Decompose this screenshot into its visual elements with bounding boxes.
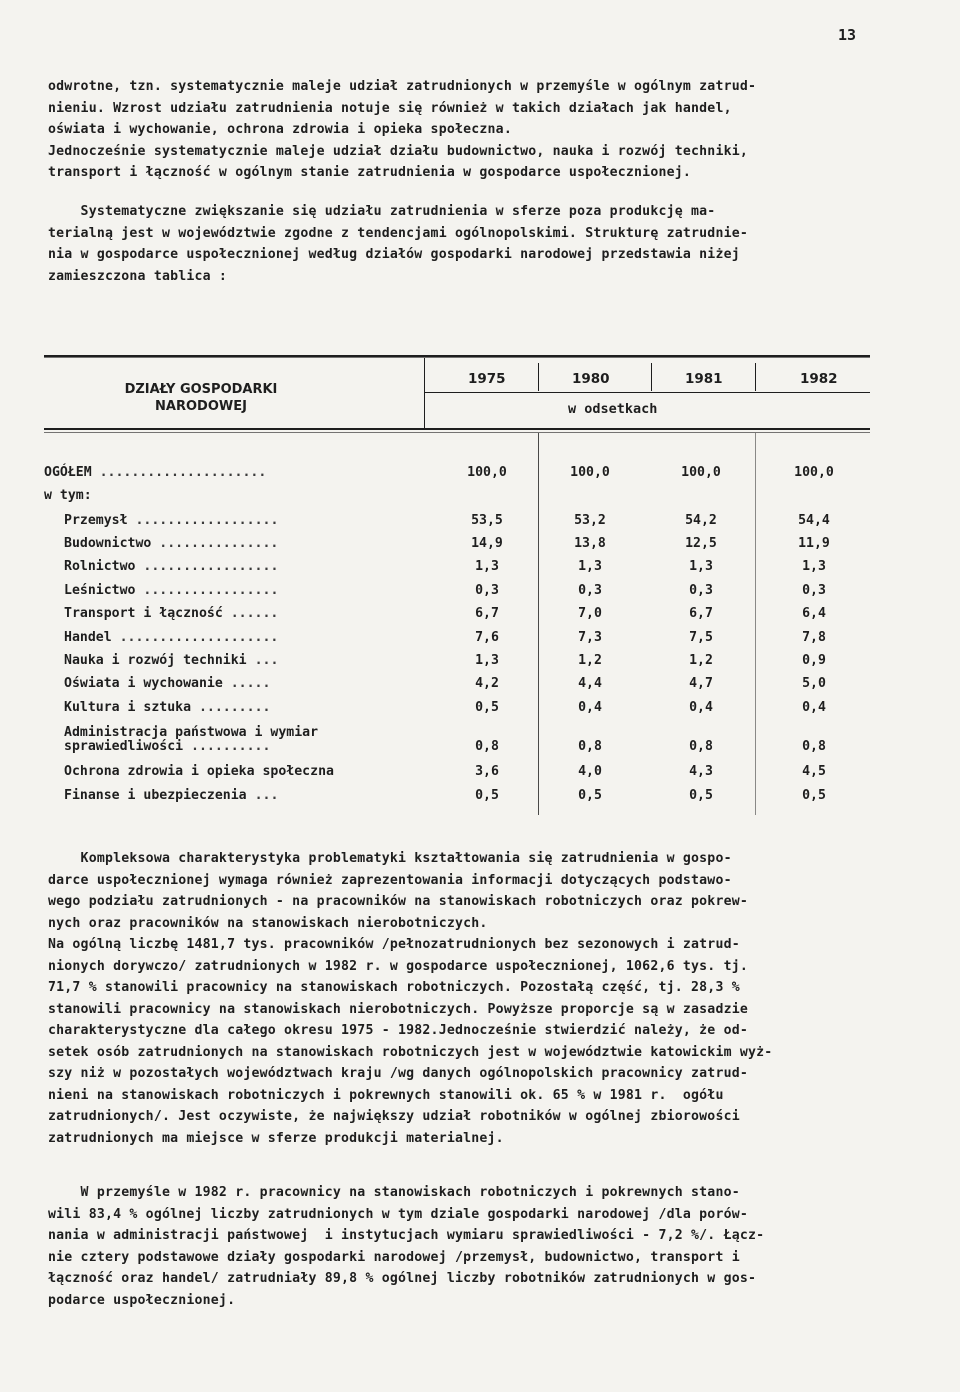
- leader-dots: .....................: [91, 465, 267, 480]
- paragraph-workers-structure: [48, 848, 878, 1149]
- row-value-1982: 0,3: [802, 583, 826, 598]
- text-line: Kompleksowa charakterystyka problematyki kształtowania się zatrudnienia w gospo-: [48, 851, 732, 866]
- table-header-unit: w odsetkach: [568, 401, 658, 417]
- text-line: terialną jest w województwie zgodne z tendencjami ogólnopolskimi. Strukturę zatrudnie-: [48, 225, 749, 241]
- leader-dots: .........: [191, 700, 271, 715]
- paragraph-table-intro: [48, 201, 878, 287]
- text-line: zamieszczona tablica :: [48, 268, 228, 284]
- row-label: Handel ....................: [64, 630, 279, 645]
- row-value-1975: 3,6: [475, 764, 499, 779]
- table-row: [44, 536, 870, 556]
- employment-structure-table: [44, 355, 870, 815]
- row-value-1981: 0,5: [689, 788, 713, 803]
- row-value-1981: 1,2: [689, 653, 713, 668]
- row-label: Finanse i ubezpieczenia ...: [64, 788, 279, 803]
- row-value-1981: 7,5: [689, 630, 713, 645]
- row-value-1980: 0,3: [578, 583, 602, 598]
- row-label: Rolnictwo .................: [64, 559, 279, 574]
- row-value-1975: 0,5: [475, 700, 499, 715]
- table-row: [44, 513, 870, 533]
- row-label: sprawiedliwości ..........: [64, 739, 271, 754]
- text-line: nania w administracji państwowej i instytucjach wymiaru sprawiedliwości - 7,2 %/. Łącz-: [48, 1228, 765, 1243]
- leader-dots: .....: [222, 676, 271, 691]
- table-header-year-1981: 1981: [685, 371, 723, 387]
- table-row: [44, 606, 870, 626]
- row-value-1982: 6,4: [802, 606, 826, 621]
- leader-dots: ..........: [183, 739, 271, 754]
- text-line: Na ogólną liczbę 1481,7 tys. pracowników /pełnozatrudnionych bez sezonowych i zatrud-: [48, 937, 740, 952]
- row-label: Przemysł ..................: [64, 513, 279, 528]
- text-line: nych oraz pracowników na stanowiskach nierobotniczych.: [48, 915, 488, 931]
- row-value-1975: 4,2: [475, 676, 499, 691]
- text-line: nionych dorywczo/ zatrudnionych w 1982 r. w gospodarce uspołecznionej, 1062,6 tys. tj.: [48, 958, 749, 974]
- leader-dots: ...: [246, 653, 279, 668]
- text-line: oświata i wychowanie, ochrona zdrowia i opieka społeczna.: [48, 122, 512, 137]
- row-label: Nauka i rozwój techniki ...: [64, 653, 279, 668]
- table-row: [44, 583, 870, 603]
- table-header-year-1975: 1975: [468, 371, 506, 387]
- row-value-1980: 7,3: [578, 630, 602, 645]
- table-row: [44, 630, 870, 650]
- leader-dots: ...: [246, 788, 279, 803]
- row-value-1982: 4,5: [802, 764, 826, 779]
- page-number: 13: [838, 26, 857, 44]
- row-label: Kultura i sztuka .........: [64, 700, 271, 715]
- text-line: nieniu. Wzrost udziału zatrudnienia notuje się również w takich działach jak handel,: [48, 100, 732, 116]
- leader-dots: ......: [222, 606, 279, 621]
- text-line: transport i łączność w ogólnym stanie zatrudnienia w gospodarce uspołecznionej.: [48, 165, 692, 180]
- row-value-1982: 5,0: [802, 676, 826, 691]
- text-line: zatrudnionych ma miejsce w sferze produkcji materialnej.: [48, 1130, 504, 1146]
- row-value-1982: 7,8: [802, 630, 826, 645]
- table-row: [44, 676, 870, 696]
- text-line: W przemyśle w 1982 r. pracownicy na stanowiskach robotniczych i pokrewnych stano-: [48, 1185, 740, 1200]
- row-value-1981: 54,2: [685, 513, 717, 528]
- row-value-1980: 4,4: [578, 676, 602, 691]
- row-value-1980: 0,4: [578, 700, 602, 715]
- row-value-1975: 100,0: [467, 465, 507, 480]
- row-value-1982: 11,9: [798, 536, 830, 551]
- row-value-1975: 0,5: [475, 788, 499, 803]
- row-value-1982: 0,8: [802, 739, 826, 754]
- text-line: stanowili pracownicy na stanowiskach nierobotniczych. Powyższe proporcje są w zasadzie: [48, 1001, 749, 1017]
- text-line: 71,7 % stanowili pracownicy na stanowiskach robotniczych. Pozostałą część, tj. 28,3 %: [48, 980, 740, 995]
- text-line: nie cztery podstawowe działy gospodarki narodowej /przemysł, budownictwo, transport i: [48, 1249, 740, 1265]
- row-value-1975: 7,6: [475, 630, 499, 645]
- row-value-1975: 6,7: [475, 606, 499, 621]
- text-line: darce uspołecznionej wymaga również zaprezentowania informacji dotyczących podstawo-: [48, 872, 732, 888]
- row-value-1981: 0,3: [689, 583, 713, 598]
- row-value-1980: 7,0: [578, 606, 602, 621]
- table-header-year-1982: 1982: [800, 371, 838, 387]
- table-row: [44, 700, 870, 720]
- text-line: odwrotne, tzn. systematycznie maleje udział zatrudnionych w przemyśle w ogólnym zatrud-: [48, 79, 757, 94]
- leader-dots: ....................: [111, 630, 279, 645]
- row-value-1982: 100,0: [794, 465, 834, 480]
- row-value-1980: 53,2: [574, 513, 606, 528]
- row-value-1975: 1,3: [475, 559, 499, 574]
- table-row: [44, 559, 870, 579]
- row-value-1982: 0,5: [802, 788, 826, 803]
- text-line: wili 83,4 % ogólnej liczby zatrudnionych w tym dziale gospodarki narodowej /dla porów-: [48, 1206, 749, 1222]
- table-header-sectors: DZIAŁY GOSPODARKI NARODOWEJ: [124, 382, 278, 414]
- row-label: Budownictwo ...............: [64, 536, 279, 551]
- row-value-1981: 100,0: [681, 465, 721, 480]
- row-value-1980: 100,0: [570, 465, 610, 480]
- text-line: Systematyczne zwiększanie się udziału zatrudnienia w sferze poza produkcję ma-: [48, 204, 716, 219]
- table-header-year-1980: 1980: [572, 371, 610, 387]
- table-row: [44, 739, 870, 759]
- table-row: [44, 465, 870, 485]
- row-value-1980: 0,8: [578, 739, 602, 754]
- leader-dots: .................: [135, 559, 279, 574]
- row-value-1975: 14,9: [471, 536, 503, 551]
- leader-dots: ...............: [151, 536, 279, 551]
- text-line: wego podziału zatrudnionych - na pracowników na stanowiskach robotniczych oraz pokrew-: [48, 894, 749, 909]
- row-value-1980: 13,8: [574, 536, 606, 551]
- row-label: Ochrona zdrowia i opieka społeczna: [64, 764, 334, 779]
- table-row: [44, 653, 870, 673]
- text-line: szy niż w pozostałych województwach kraju /wg danych ogólnopolskich pracownicy zatrud-: [48, 1066, 749, 1081]
- row-value-1981: 4,7: [689, 676, 713, 691]
- text-line: nia w gospodarce uspołecznionej według działów gospodarki narodowej przedstawia niżej: [48, 247, 740, 262]
- row-value-1980: 0,5: [578, 788, 602, 803]
- row-label: Oświata i wychowanie .....: [64, 676, 271, 691]
- leader-dots: ..................: [127, 513, 279, 528]
- row-value-1981: 6,7: [689, 606, 713, 621]
- row-value-1982: 1,3: [802, 559, 826, 574]
- row-value-1975: 53,5: [471, 513, 503, 528]
- table-row: [44, 788, 870, 808]
- row-value-1982: 0,4: [802, 700, 826, 715]
- row-value-1975: 0,8: [475, 739, 499, 754]
- paragraph-industry-workers: [48, 1182, 878, 1311]
- row-value-1981: 12,5: [685, 536, 717, 551]
- leader-dots: .................: [135, 583, 279, 598]
- row-value-1981: 0,8: [689, 739, 713, 754]
- row-label: Leśnictwo .................: [64, 583, 279, 598]
- row-value-1982: 0,9: [802, 653, 826, 668]
- text-line: setek osób zatrudnionych na stanowiskach robotniczych jest w województwie katowickim wyż-: [48, 1044, 773, 1060]
- text-line: charakterystyczne dla całego okresu 1975 - 1982.Jednocześnie stwierdzić należy, że od-: [48, 1023, 749, 1038]
- row-value-1981: 0,4: [689, 700, 713, 715]
- row-label: w tym:: [44, 488, 92, 503]
- row-value-1982: 54,4: [798, 513, 830, 528]
- row-label: Administracja państwowa i wymiar: [64, 725, 319, 740]
- row-label: OGÓŁEM .....................: [44, 465, 267, 480]
- paragraph-intro: [48, 76, 878, 184]
- text-line: Jednocześnie systematycznie maleje udział działu budownictwo, nauka i rozwój techniki,: [48, 143, 749, 159]
- row-value-1980: 1,3: [578, 559, 602, 574]
- row-value-1975: 1,3: [475, 653, 499, 668]
- row-label: Transport i łączność ......: [64, 606, 279, 621]
- text-line: nieni na stanowiskach robotniczych i pokrewnych stanowili ok. 65 % w 1981 r. ogółu: [48, 1087, 724, 1103]
- table-row: [44, 488, 870, 508]
- row-value-1980: 1,2: [578, 653, 602, 668]
- row-value-1981: 1,3: [689, 559, 713, 574]
- row-value-1975: 0,3: [475, 583, 499, 598]
- text-line: zatrudnionych/. Jest oczywiste, że największy udział robotników w ogólnej zbiorowości: [48, 1109, 740, 1124]
- text-line: łączność oraz handel/ zatrudniały 89,8 % ogólnej liczby robotników zatrudnionych w gos-: [48, 1271, 757, 1286]
- row-value-1980: 4,0: [578, 764, 602, 779]
- table-row: [44, 764, 870, 784]
- row-value-1981: 4,3: [689, 764, 713, 779]
- text-line: podarce uspołecznionej.: [48, 1292, 236, 1308]
